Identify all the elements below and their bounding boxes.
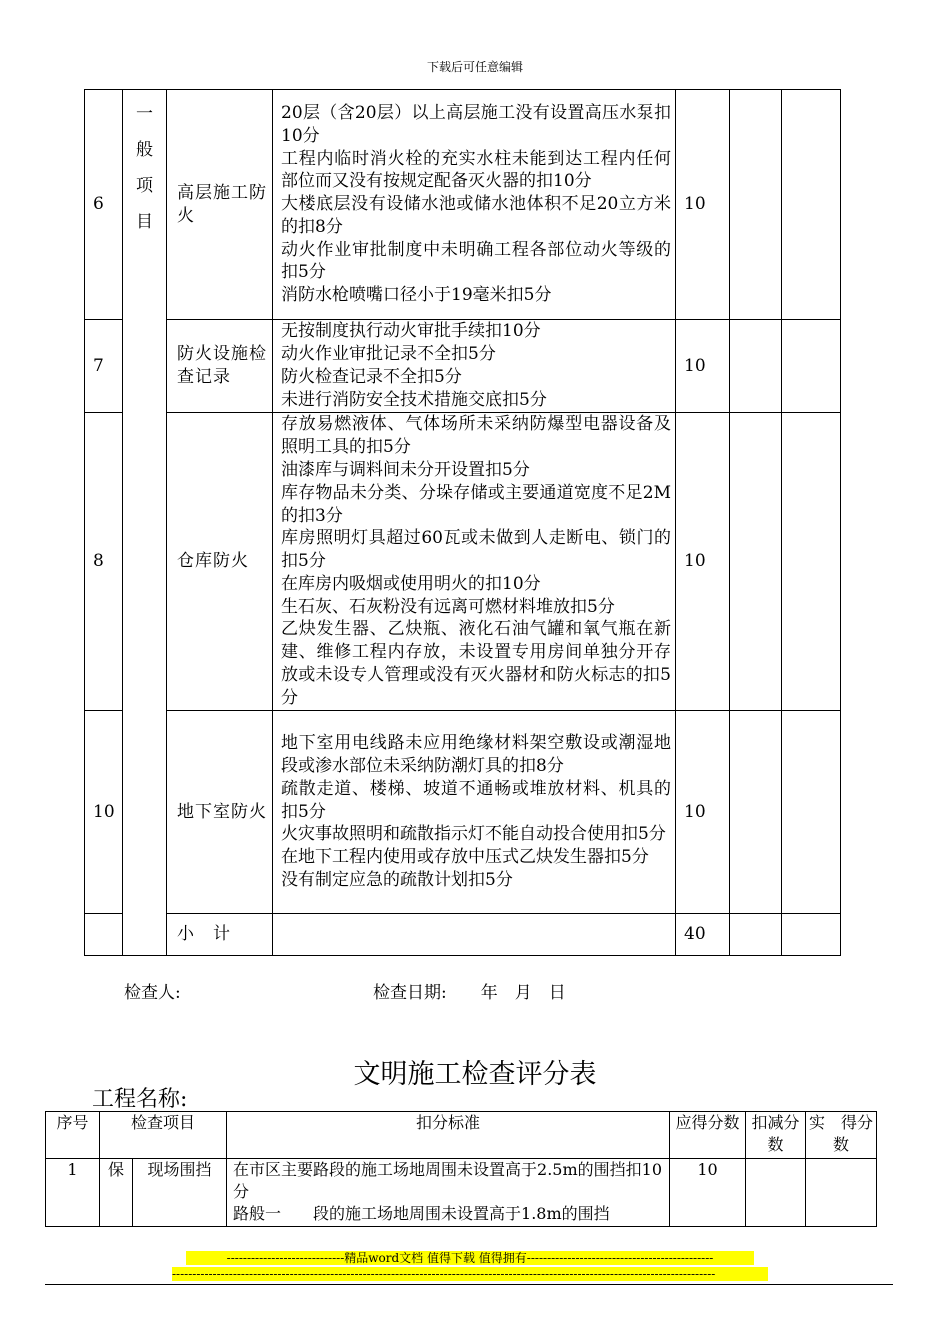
header-no: 序号 <box>46 1112 100 1159</box>
check-item: 现场围挡 <box>133 1159 227 1227</box>
actual-score-cell <box>782 413 841 711</box>
deducted-score-cell <box>730 90 782 320</box>
footer-banner: -----------------------------精品word文档 值得下载 值得拥有---------------------------------------------- <box>186 1251 754 1265</box>
empty-cell <box>273 914 676 956</box>
due-score: 10 <box>676 320 730 413</box>
deduction-standards: 存放易燃液体、气体场所未采纳防爆型电器设备及照明工具的扣5分 油漆库与调料间未分开设置扣5分 库存物品未分类、分垛存储或主要通道宽度不足2M的扣3分 库房照明灯具超过60瓦或未做到人走断电、锁门的扣5分 在库房内吸烟或使用明火的扣10分 生石灰、石灰粉没有远离可燃材料堆放扣5分 乙炔发生器、乙炔瓶、液化石油气罐和氧气瓶在新建、维修工程内存放，未设置专用房间单独分开存放或未设专人管理或没有灭火器材和防火标志的扣5分 <box>273 413 676 711</box>
header-item: 检查项目 <box>100 1112 227 1159</box>
deducted-score-cell <box>730 413 782 711</box>
check-date-label: 检查日期: 年 月 日 <box>373 983 566 1003</box>
category-general-items: 一 般 项 目 <box>123 90 167 956</box>
footer-rule <box>45 1284 893 1285</box>
empty-cell <box>730 914 782 956</box>
header-row <box>46 1112 877 1159</box>
empty-cell <box>85 914 123 956</box>
table-row <box>46 1159 877 1227</box>
table-row <box>85 711 841 914</box>
subtotal-label: 小 计 <box>167 914 273 956</box>
subtotal-row <box>85 914 841 956</box>
header-note: 下载后可任意编辑 <box>426 60 523 74</box>
fire-safety-score-table <box>84 89 841 956</box>
row-number: 7 <box>85 320 123 413</box>
subtotal-score: 40 <box>676 914 730 956</box>
due-score: 10 <box>676 413 730 711</box>
row-number: 10 <box>85 711 123 914</box>
row-number: 6 <box>85 90 123 320</box>
row-number: 1 <box>46 1159 100 1227</box>
header-standard: 扣分标准 <box>227 1112 670 1159</box>
header-deduct: 扣减分数 <box>746 1112 806 1159</box>
check-item: 防火设施检查记录 <box>167 320 273 413</box>
header-actual: 实 得分数 <box>806 1112 877 1159</box>
check-item: 仓库防火 <box>167 413 273 711</box>
checker-label: 检查人: <box>124 983 181 1003</box>
deduction-standards: 地下室用电线路未应用绝缘材料架空敷设或潮湿地段或渗水部位未采纳防潮灯具的扣8分 疏散走道、楼梯、坡道不通畅或堆放材料、机具的扣5分 火灾事故照明和疏散指示灯不能自动投合使用扣5分 在地下工程内使用或存放中压式乙炔发生器扣5分 没有制定应急的疏散计划扣5分 <box>273 711 676 914</box>
table-row <box>85 320 841 413</box>
civilized-construction-table <box>45 1111 877 1227</box>
due-score: 10 <box>676 90 730 320</box>
actual-score-cell <box>782 90 841 320</box>
deduction-standards: 无按制度执行动火审批手续扣10分 动火作业审批记录不全扣5分 防火检查记录不全扣5分 未进行消防安全技术措施交底扣5分 <box>273 320 676 413</box>
due-score: 10 <box>670 1159 746 1227</box>
table-row <box>85 90 841 320</box>
row-number: 8 <box>85 413 123 711</box>
deducted-score-cell <box>746 1159 806 1227</box>
deduction-standards: 20层（含20层）以上高层施工没有设置高压水泵扣10分 工程内临时消火栓的充实水柱未能到达工程内任何部位而又没有按规定配备灭火器的扣10分 大楼底层没有设储水池或储水池体积不足20立方米的扣8分 动火作业审批制度中未明确工程各部位动火等级的扣5分 消防水枪喷嘴口径小于19毫米扣5分 <box>273 90 676 320</box>
project-name-label: 工程名称: <box>92 1087 188 1112</box>
deducted-score-cell <box>730 711 782 914</box>
footer-dash-line: -------------------------------------------------------------------------------------------------------------------------------------- <box>172 1267 768 1281</box>
table-row <box>85 413 841 711</box>
actual-score-cell <box>782 711 841 914</box>
category: 保 <box>100 1159 133 1227</box>
due-score: 10 <box>676 711 730 914</box>
check-item: 高层施工防火 <box>167 90 273 320</box>
header-due: 应得分数 <box>670 1112 746 1159</box>
deduction-standards: 在市区主要路段的施工场地周围未设置高于2.5m的围挡扣10分 路般一 段的施工场地周围未设置高于1.8m的围挡 <box>227 1159 670 1227</box>
check-item: 地下室防火 <box>167 711 273 914</box>
empty-cell <box>782 914 841 956</box>
actual-score-cell <box>782 320 841 413</box>
page-title: 文明施工检查评分表 <box>353 1059 597 1090</box>
deducted-score-cell <box>730 320 782 413</box>
actual-score-cell <box>806 1159 877 1227</box>
